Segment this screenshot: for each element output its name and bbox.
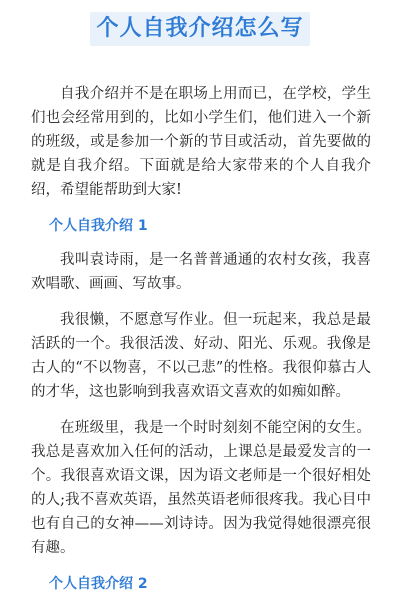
page-title: 个人自我介绍怎么写 bbox=[90, 12, 309, 46]
section-heading-2: 个人自我介绍 2 bbox=[49, 576, 148, 592]
paragraph-1: 我叫袁诗雨，是一名普普通通的农村女孩，我喜欢唱歌、画画、写故事。 bbox=[31, 252, 371, 292]
intro-paragraph: 自我介绍并不是在职场上用而已，在学校，学生们也会经常用到的，比如小学生们，他们进入一个新的班级，或是参加一个新的节目或活动，首先要做的就是自我介绍。下面就是给大家带来的个人自我介绍，希望能帮助到大家! bbox=[31, 86, 371, 198]
title-wrapper bbox=[0, 12, 400, 46]
article-body bbox=[31, 82, 371, 606]
paragraph-3: 在班级里，我是一个时时刻刻不能空闲的女生。我总是喜欢加入任何的活动，上课总是最爱发言的一个。我很喜欢语文课，因为语文老师是一个很好相处的人;我不喜欢英语，虽然英语老师很疼我。我心目中也有自己的女神——刘诗诗。因为我觉得她很漂亮很有趣。 bbox=[31, 420, 371, 556]
paragraph-2: 我很懒，不愿意写作业。但一玩起来，我总是最活跃的一个。我很活泼、好动、阳光、乐观。我像是古人的“不以物喜，不以己悲”的性格。我很仰慕古人的才华，这也影响到我喜欢语文喜欢的如痴如醉。 bbox=[31, 312, 371, 400]
section-heading-1: 个人自我介绍 1 bbox=[49, 218, 148, 234]
